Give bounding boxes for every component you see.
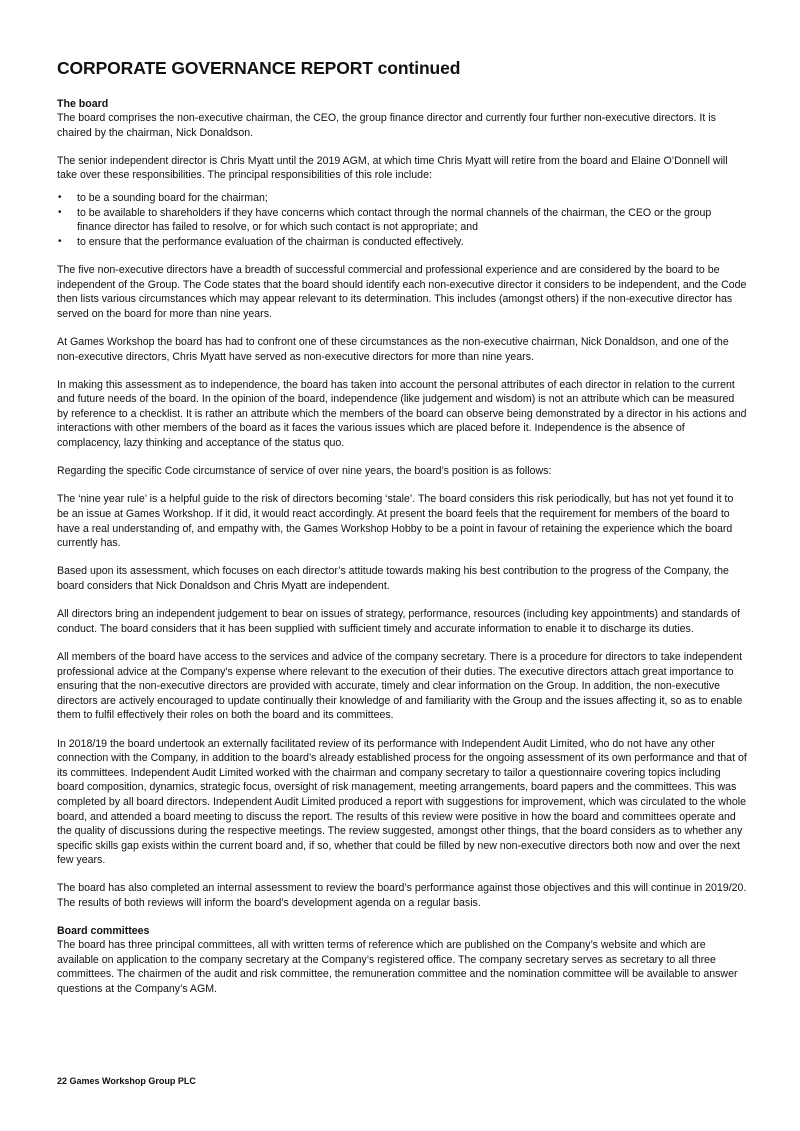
paragraph-company-secretary-access: All members of the board have access to the services and advice of the company secretary. There is a procedure for directors to take independent professional advice at the Company's expense where relevant to the execution of their duties. The executive directors attach great importance to ensuring that the non-executive directors are provided with accurate, timely and clear information on the Group. In addition, the non-executive directors are actively encouraged to update continually their knowledge of and familiarity with the Group and the issues affecting it, so as to enable them to fulfil effectively their roles on both the board and its committees. xyxy=(57,650,743,722)
paragraph-independent-judgement: All directors bring an independent judgement to bear on issues of strategy, performance, resources (including key appointments) and standards of conduct. The board considers that it has been supplied with sufficient timely and accurate information to enable it to discharge its duties. xyxy=(57,608,740,635)
paragraph-external-review: In 2018/19 the board undertook an externally facilitated review of its performance with Independent Audit Limited, who do not have any other connection with the Company, in addition to the board’s already established process for the ongoing assessment of its own performance and that of its committees. Independent Audit Limited worked with the chairman and company secretary to tailor a questionnaire covering topics including board composition, dynamics, strategic focus, oversight of risk management, meeting arrangements, board papers and the committees. This was completed by all board directors. Independent Audit Limited produced a report with suggestions for improvement, which was circulated to the whole board, and attended a board meeting to discuss the report. The results of this review were positive in how the board and committees operate and the quality of discussions during the respective meetings. The review suggested, amongst other things, that the board considers as to whether any specific skills gap exists within the current board and, if so, whether that could be filled by new non-executive directors both now and over the next few years. xyxy=(57,737,747,867)
paragraph-assessment-conclusion: Based upon its assessment, which focuses on each director’s attitude towards making his best contribution to the progress of the Company, the board considers that Nick Donaldson and Chris Myatt are independent. xyxy=(57,565,729,592)
bullet-icon: • xyxy=(58,191,62,203)
paragraph-internal-assessment: The board has also completed an internal assessment to review the board’s performance against those objectives and this will continue in 2019/20. The results of both reviews will inform the board’s development agenda on a regular basis. xyxy=(57,882,747,910)
list-item xyxy=(57,235,747,250)
paragraph-senior-independent-director: The senior independent director is Chris Myatt until the 2019 AGM, at which time Chris Myatt will retire from the board and Elaine O’Donnell will take over these responsibilities. The principal responsibilities of this role include: xyxy=(57,154,728,182)
paragraph-nine-years-circumstance: At Games Workshop the board has had to confront one of these circumstances as the non-executive chairman, Nick Donaldson, and one of the non-executive directors, Chris Myatt have served as non-executive directors for more than nine years. xyxy=(57,335,729,363)
responsibilities-list xyxy=(57,191,747,249)
list-item-text: to be available to shareholders if they have concerns which contact through the normal channels of the chairman, the CEO or the group finance director has failed to resolve, or for which such contact is not appropriate; and xyxy=(77,206,712,234)
page-title: CORPORATE GOVERNANCE REPORT continued xyxy=(57,58,461,78)
list-item xyxy=(57,191,747,206)
paragraph-board-position: Regarding the specific Code circumstance of service of over nine years, the board’s position is as follows: xyxy=(57,465,552,478)
list-item-text: to ensure that the performance evaluation of the chairman is conducted effectively. xyxy=(77,235,464,248)
paragraph-board-composition: The board comprises the non-executive chairman, the CEO, the group finance director and currently four further non-executive directors. It is chaired by the chairman, Nick Donaldson. xyxy=(57,112,716,139)
committees-heading: Board committees xyxy=(57,925,150,938)
list-item-text: to be a sounding board for the chairman; xyxy=(77,191,268,204)
page-footer: 22 Games Workshop Group PLC xyxy=(57,1076,196,1086)
paragraph-non-executive-independence: The five non-executive directors have a breadth of successful commercial and professional experience and are considered by the board to be independent of the Group. The Code states that the board should identify each non-executive director it considers to be independent, and the Code then lists various circumstances which may appear relevant to its determination. This includes (amongst others) if the non-executive director has served on the board for more than nine years. xyxy=(57,263,747,320)
paragraph-board-committees: The board has three principal committees, all with written terms of reference which are published on the Company’s website and which are available on application to the company secretary at the Company’s registered office. The company secretary serves as secretary to all three committees. The chairmen of the audit and risk committee, the remuneration committee and the nomination committee will be available to answer questions at the Company’s AGM. xyxy=(57,939,738,996)
paragraph-nine-year-rule: The ‘nine year rule’ is a helpful guide to the risk of directors becoming ‘stale’. The board considers this risk periodically, but has not yet found it to be an issue at Games Workshop. If it did, it would react accordingly. At present the board feels that the requirement for members of the board to have a real understanding of, and empathy with, the Games Workshop Hobby to be a point in favour of retaining the experience which the board currently has. xyxy=(57,493,734,550)
report-page xyxy=(57,58,747,1010)
board-heading: The board xyxy=(57,98,109,110)
bullet-icon: • xyxy=(58,235,62,247)
bullet-icon: • xyxy=(58,206,62,218)
paragraph-independence-assessment: In making this assessment as to independence, the board has taken into account the personal attributes of each director in relation to the current and future needs of the board. In the opinion of the board, independence (like judgement and wisdom) is not an attribute which can be measured by reference to a checklist. It is rather an attribute which the members of the board can observe being demonstrated by a director in his actions and interactions with other members of the board as it faces the various issues which are placed before it. Independence is the absence of complacency, lazy thinking and acceptance of the status quo. xyxy=(57,378,747,450)
list-item xyxy=(57,206,747,235)
